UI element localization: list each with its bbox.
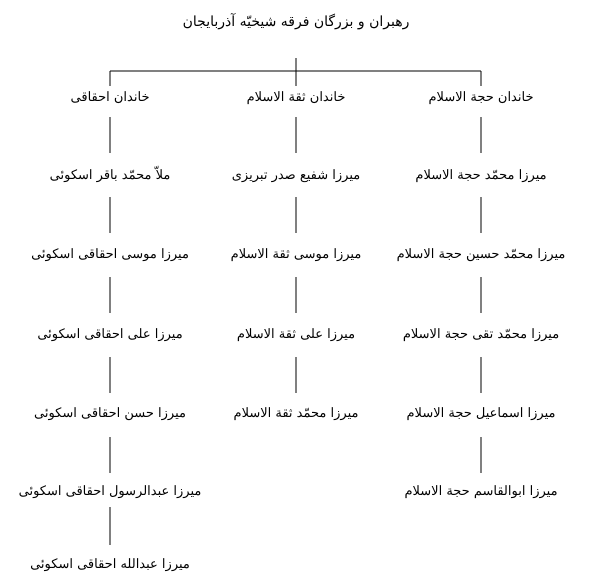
column-header-seghat-ol-eslam: خاندان ثقة الاسلام <box>246 90 346 105</box>
member-node: میرزا علی احقاقی اسکوئی <box>37 327 183 342</box>
member-node: میرزا محمّد تقی حجة الاسلام <box>402 327 560 342</box>
member-node: ملاّ محمّد باقر اسکوئی <box>49 168 171 183</box>
member-node: میرزا موسی ثقة الاسلام <box>230 247 362 262</box>
column-header-hojjat-ol-eslam: خاندان حجة الاسلام <box>428 90 534 105</box>
member-node: میرزا موسی احقاقی اسکوئی <box>31 247 189 262</box>
member-node: میرزا حسن احقاقی اسکوئی <box>34 406 186 421</box>
member-node: میرزا علی ثقة الاسلام <box>236 327 356 342</box>
member-node: میرزا اسماعیل حجة الاسلام <box>406 406 556 421</box>
member-node: میرزا محمّد حسین حجة الاسلام <box>396 247 566 262</box>
member-node: میرزا شفیع صدر تبریزی <box>231 168 361 183</box>
member-node: میرزا ابوالقاسم حجة الاسلام <box>404 484 558 499</box>
member-node: میرزا محمّد ثقة الاسلام <box>233 406 359 421</box>
member-node: میرزا عبدالله احقاقی اسکوئی <box>30 557 190 572</box>
column-header-ehghaghi: خاندان احقاقی <box>70 90 150 105</box>
diagram-title: رهبران و بزرگان فرقه شیخیّه آذربایجان <box>182 14 410 30</box>
member-node: میرزا محمّد حجة الاسلام <box>415 168 547 183</box>
member-node: میرزا عبدالرسول احقاقی اسکوئی <box>18 484 202 499</box>
